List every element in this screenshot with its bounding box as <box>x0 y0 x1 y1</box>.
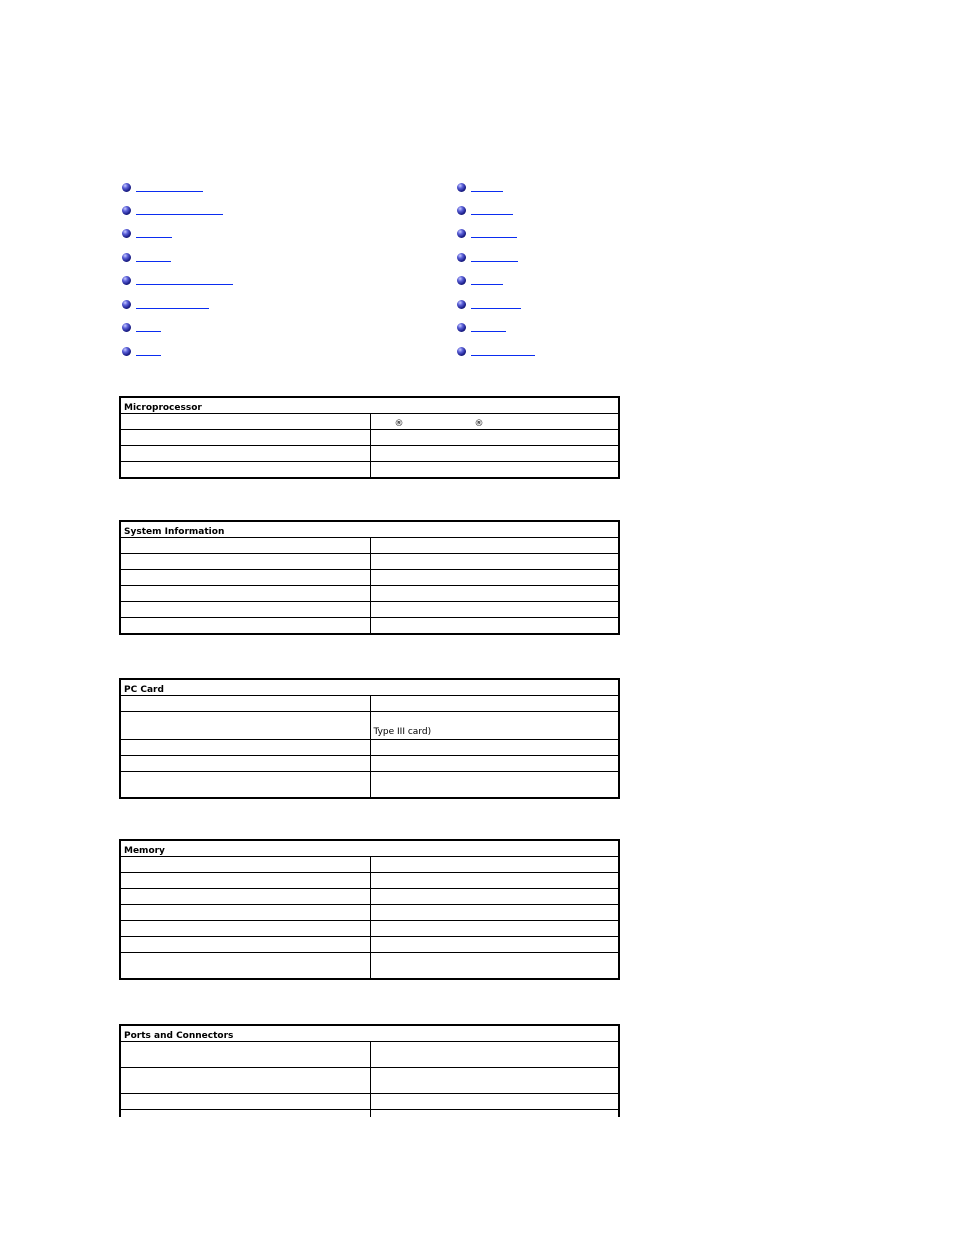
table-title: PC Card <box>120 679 619 696</box>
ports-table-clip <box>0 1024 954 1117</box>
table-row <box>120 740 619 756</box>
bullet-icon <box>457 229 466 238</box>
nav-link[interactable] <box>471 214 513 215</box>
table-row <box>120 1068 619 1094</box>
nav-link[interactable] <box>471 331 506 332</box>
nav-link[interactable] <box>136 308 209 309</box>
table-row <box>120 857 619 873</box>
table-header-row <box>120 1025 619 1042</box>
bullet-icon <box>457 253 466 262</box>
nav-link[interactable] <box>471 308 521 309</box>
bullet-icon <box>457 323 466 332</box>
nav-link[interactable] <box>471 284 503 285</box>
memory-table <box>119 839 620 980</box>
table-row <box>120 873 619 889</box>
bullet-icon <box>457 276 466 285</box>
table-title: Ports and Connectors <box>120 1025 619 1042</box>
table-row <box>120 430 619 446</box>
table-row <box>120 570 619 586</box>
bullet-icon <box>122 276 131 285</box>
nav-link[interactable] <box>136 261 171 262</box>
registered-mark: ® <box>394 419 404 429</box>
table-row <box>120 1042 619 1068</box>
bullet-icon <box>122 253 131 262</box>
nav-link[interactable] <box>471 191 503 192</box>
table-row <box>120 712 619 740</box>
table-header-row <box>120 840 619 857</box>
table-row <box>120 446 619 462</box>
bullet-icon <box>122 206 131 215</box>
table-row <box>120 696 619 712</box>
table-row <box>120 1110 619 1118</box>
table-row <box>120 462 619 479</box>
table-cell-label <box>120 414 370 430</box>
nav-link[interactable] <box>136 331 161 332</box>
bullet-icon <box>457 347 466 356</box>
bullet-icon <box>122 183 131 192</box>
table-row <box>120 921 619 937</box>
table-row <box>120 1094 619 1110</box>
table-row <box>120 772 619 799</box>
nav-link[interactable] <box>471 261 518 262</box>
table-title: Memory <box>120 840 619 857</box>
table-row <box>120 554 619 570</box>
table-cell-value <box>370 414 619 430</box>
ports-and-connectors-table <box>119 1024 620 1117</box>
table-header-row <box>120 397 619 414</box>
table-title: Microprocessor <box>120 397 619 414</box>
nav-link[interactable] <box>136 284 233 285</box>
microprocessor-table <box>119 396 620 479</box>
bullet-icon <box>457 183 466 192</box>
table-cell-value: Type III card) <box>370 712 619 740</box>
system-information-table <box>119 520 620 635</box>
bullet-icon <box>122 347 131 356</box>
nav-link[interactable] <box>471 355 535 356</box>
nav-link[interactable] <box>136 214 223 215</box>
table-row <box>120 756 619 772</box>
bullet-icon <box>122 300 131 309</box>
table-row <box>120 618 619 635</box>
table-row <box>120 538 619 554</box>
nav-link[interactable] <box>136 355 161 356</box>
table-header-row <box>120 521 619 538</box>
pc-card-table <box>119 678 620 799</box>
nav-link[interactable] <box>136 237 172 238</box>
bullet-icon <box>122 323 131 332</box>
bullet-icon <box>122 229 131 238</box>
table-row <box>120 937 619 953</box>
registered-mark: ® <box>474 419 484 429</box>
table-title: System Information <box>120 521 619 538</box>
nav-link[interactable] <box>471 237 517 238</box>
table-row <box>120 889 619 905</box>
bullet-icon <box>457 206 466 215</box>
table-header-row <box>120 679 619 696</box>
table-row <box>120 586 619 602</box>
table-row <box>120 905 619 921</box>
table-row <box>120 414 619 430</box>
table-row <box>120 953 619 980</box>
bullet-icon <box>457 300 466 309</box>
nav-link[interactable] <box>136 191 203 192</box>
table-row <box>120 602 619 618</box>
